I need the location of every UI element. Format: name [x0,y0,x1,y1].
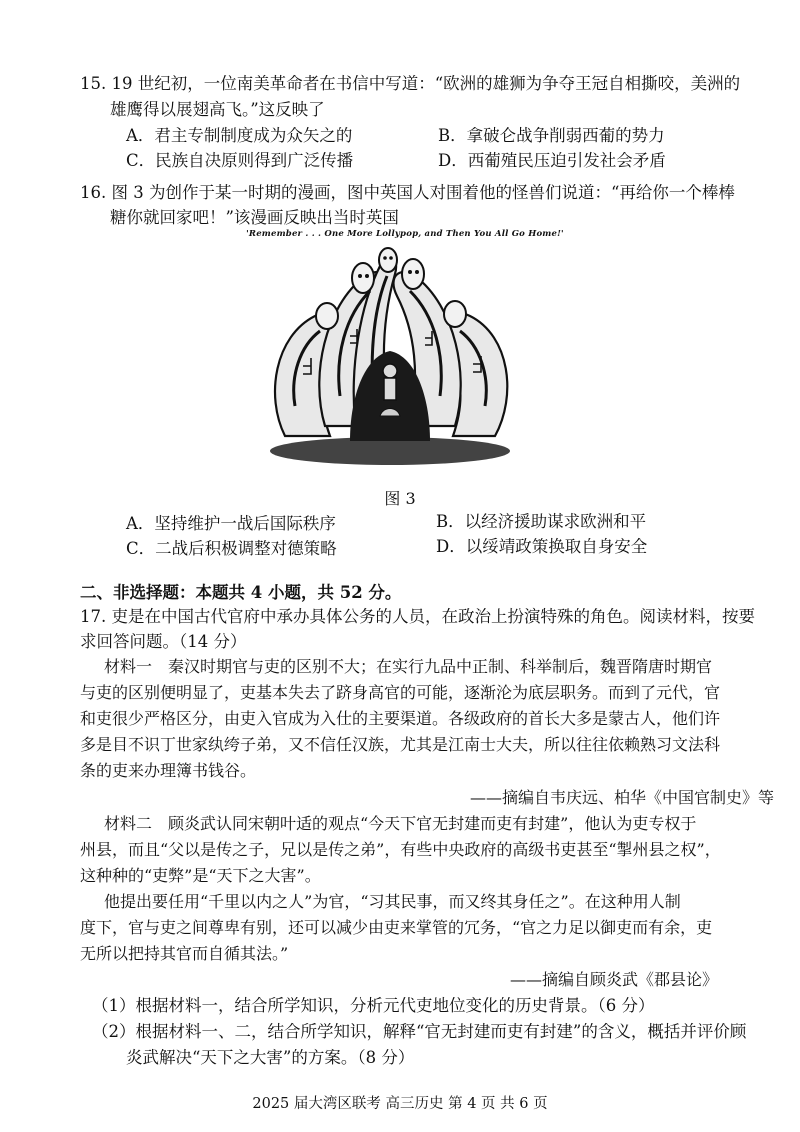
q17-sub1: （1）根据材料一，结合所学知识，分析元代吏地位变化的历史背景。（6 分） [92,996,655,1015]
q17-stem-line2: 求回答问题。（14 分） [80,632,247,651]
material1-line1: 材料一 秦汉时期官与吏的区别不大；在实行九品中正制、科举制后，魏晋隋唐时期官 [104,657,713,676]
q16-stem-line1: 16. 图 3 为创作于某一时期的漫画，图中英国人对围着他的怪兽们说道：“再给你一个棒棒 [80,183,735,202]
q17-sub2-line2: 炎武解决“天下之大害”的方案。（8 分） [126,1048,415,1067]
q17-stem-line1: 17. 吏是在中国古代官府中承办具体公务的人员，在政治上扮演特殊的角色。阅读材料，按要 [80,607,755,626]
material2-line2: 州县，而且“父以是传之子，兄以是传之弟”，有些中央政府的高级书吏甚至“掣州县之权”， [80,840,721,859]
section-heading: 二、非选择题：本题共 4 小题，共 52 分。 [80,583,402,602]
figure-label: 图 3 [384,489,416,508]
page-footer: 2025 届大湾区联考 高三历史 第 4 页 共 6 页 [252,1096,548,1112]
q15-stem-line2: 雄鹰得以展翅高飞。”这反映了 [110,100,325,119]
cartoon-caption: 'Remember . . . One More Lollypop, and Then You All Go Home!' [246,229,564,239]
material2-line6: 无所以把持其官而自循其法。” [80,944,289,963]
material2-line5: 度下，官与吏之间尊卑有别，还可以减少由吏来掌管的冗务，“官之力足以御吏而有余，吏 [80,918,713,937]
cartoon-figure [255,246,525,468]
material1-line2: 与吏的区别便明显了，吏基本失去了跻身高官的可能，逐渐沦为底层职务。而到了元代，官 [80,683,721,702]
q16-option-c: C．二战后积极调整对德策略 [126,539,337,558]
q17-sub2-line1: （2）根据材料一、二，结合所学知识，解释“官无封建而吏有封建”的含义，概括并评价顾 [92,1022,747,1041]
q16-option-a: A．坚持维护一战后国际秩序 [126,514,336,533]
q15-option-d: D．西葡殖民压迫引发社会矛盾 [438,151,666,170]
q15-stem-line1: 15. 19 世纪初，一位南美革命者在书信中写道：“欧洲的雄狮为争夺王冠自相撕咬，美洲的 [80,74,741,93]
material1-line3: 和吏很少严格区分，由吏入官成为入仕的主要渠道。各级政府的首长大多是蒙古人，他们许 [80,709,721,728]
q16-stem-line2: 糖你就回家吧！”该漫画反映出当时英国 [110,208,399,227]
material2-line1: 材料二 顾炎武认同宋朝叶适的观点“今天下官无封建而吏有封建”，他认为吏专权于 [104,814,697,833]
material2-line3: 这种种的“吏弊”是“天下之大害”。 [80,866,321,885]
q15-option-c: C．民族自决原则得到广泛传播 [126,151,354,170]
q15-option-a: A．君主专制制度成为众矢之的 [126,126,353,145]
material1-source: ——摘编自韦庆远、柏华《中国官制史》等 [470,788,775,807]
material2-line4: 他提出要任用“千里以内之人”为官，“习其民事，而又终其身任之”。在这种用人制 [104,892,681,911]
material1-line5: 条的吏来办理簿书钱谷。 [80,761,257,780]
q16-option-d: D．以绥靖政策换取自身安全 [436,537,648,556]
q16-option-b: B．以经济援助谋求欧洲和平 [436,512,647,531]
material2-source: ——摘编自顾炎武《郡县论》 [510,970,719,989]
material1-line4: 多是目不识丁世家纨绔子弟，又不信任汉族，尤其是江南士大夫，所以往往依赖熟习文法科 [80,735,721,754]
q15-option-b: B．拿破仑战争削弱西葡的势力 [438,126,665,145]
